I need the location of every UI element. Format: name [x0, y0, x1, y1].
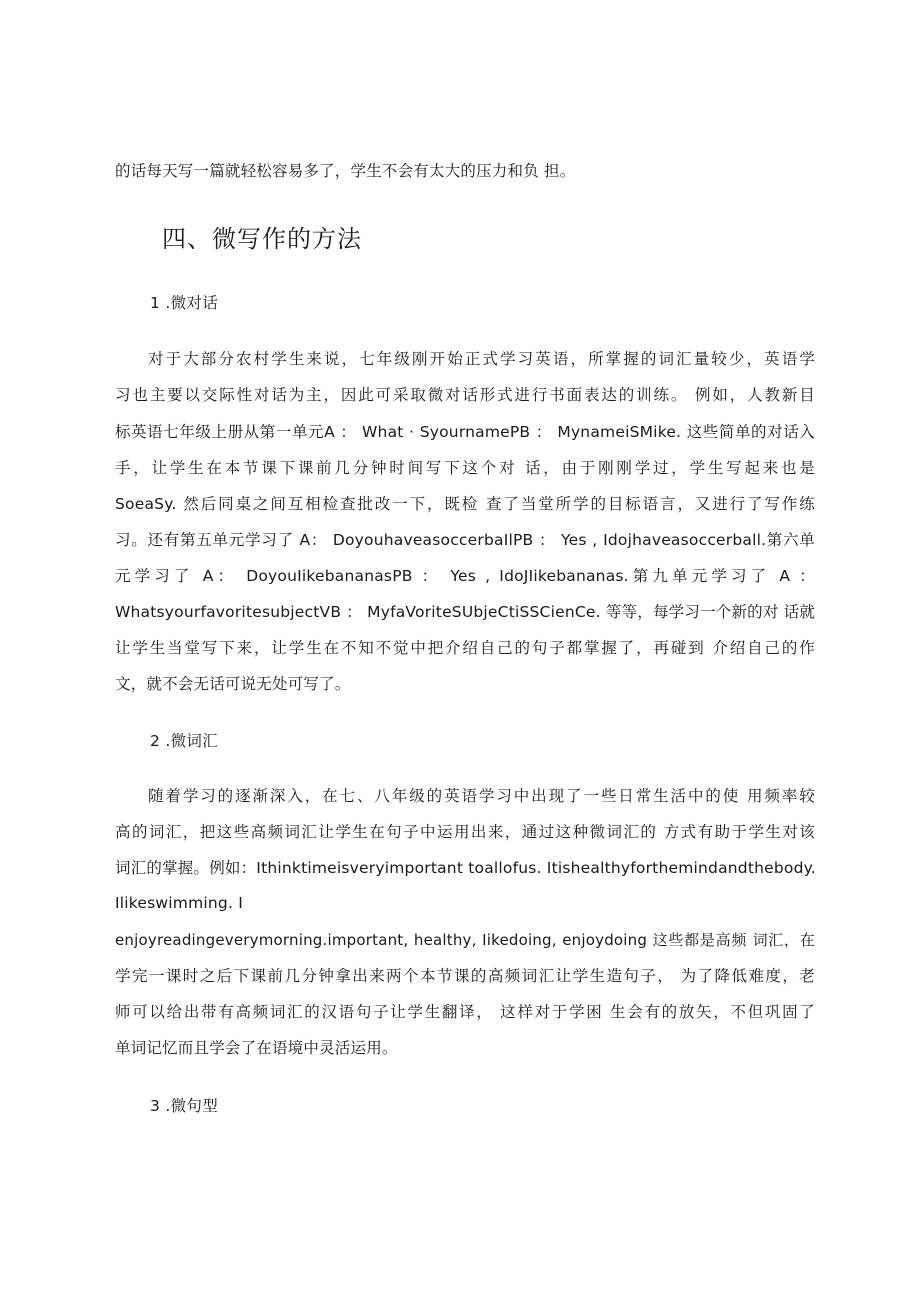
paragraph-line: 高的词汇，把这些高频词汇让学生在句子中运用出来，通过这种微词汇的 方式有助于学生对该: [115, 823, 815, 841]
paragraph-line: 元学习了 A： DoyouIikebananasPB ： Yes , IdoJIikebananas.第九单元学习了 A ：: [115, 567, 815, 585]
paragraph-line: WhatsyourfavoritesubjectVB ： MyfaVoriteSUbjeCtiSSCienCe. 等等，每学习一个新的对 话就: [115, 603, 816, 621]
subheading-micro-sentence-pattern: 3 .微句型: [150, 1097, 219, 1115]
subheading-micro-dialogue: 1 .微对话: [150, 294, 219, 312]
paragraph-line: Ilikeswimming. I: [115, 894, 243, 912]
section-heading: 四、微写作的方法: [162, 225, 362, 253]
paragraph-line: 单词记忆而且学会了在语境中灵活运用。: [115, 1039, 398, 1057]
paragraph-line: 习也主要以交际性对话为主，因此可采取微对话形式进行书面表达的训练。 例如，人教新目: [115, 386, 815, 404]
paragraph-line: 习。还有第五单元学习了 A： DoyouhaveasoccerbaIlPB ： Yes , Idojhaveasoccerball.第六单: [115, 531, 815, 549]
subheading-micro-vocabulary: 2 .微词汇: [150, 732, 219, 750]
paragraph-line: 手，让学生在本节课下课前几分钟时间写下这个对 话，由于刚刚学过，学生写起来也是: [115, 459, 815, 477]
paragraph-line: 随着学习的逐渐深入，在七、八年级的英语学习中出现了一些日常生活中的使 用频率较: [148, 787, 815, 805]
paragraph-line: 师可以给出带有高频词汇的汉语句子让学生翻译， 这样对于学困 生会有的放矢，不但巩固了: [115, 1003, 815, 1021]
intro-line: 的话每天写一篇就轻松容易多了，学生不会有太大的压力和负 担。: [115, 162, 576, 180]
paragraph-line: 学完一课时之后下课前几分钟拿出来两个本节课的高频词汇让学生造句子， 为了降低难度，老: [115, 967, 815, 985]
paragraph-line: SoeaSy. 然后同桌之间互相检查批改一下，既检 查了当堂所学的目标语言，又进行了写作练: [115, 495, 815, 513]
paragraph-line: 对于大部分农村学生来说，七年级刚开始正式学习英语，所掌握的词汇量较少，英语学: [148, 350, 815, 368]
paragraph-line: 让学生当堂写下来，让学生在不知不觉中把介绍自己的句子都掌握了，再碰到 介绍自己的作: [115, 639, 815, 657]
paragraph-line: 标英语七年级上册从第一单元A ： What · SyournamePB ： MynameiSMike. 这些简单的对话入: [115, 423, 815, 441]
paragraph-line: 词汇的掌握。例如：Ithinktimeisveryimportant toallofus. Itishealthyforthemindandthebody.: [115, 859, 816, 877]
paragraph-line: 文，就不会无话可说无处可写了。: [115, 675, 351, 693]
paragraph-line: enjoyreadingeverymorning.important, healthy, Iikedoing, enjoydoing 这些都是高频 词汇，在: [115, 931, 815, 949]
